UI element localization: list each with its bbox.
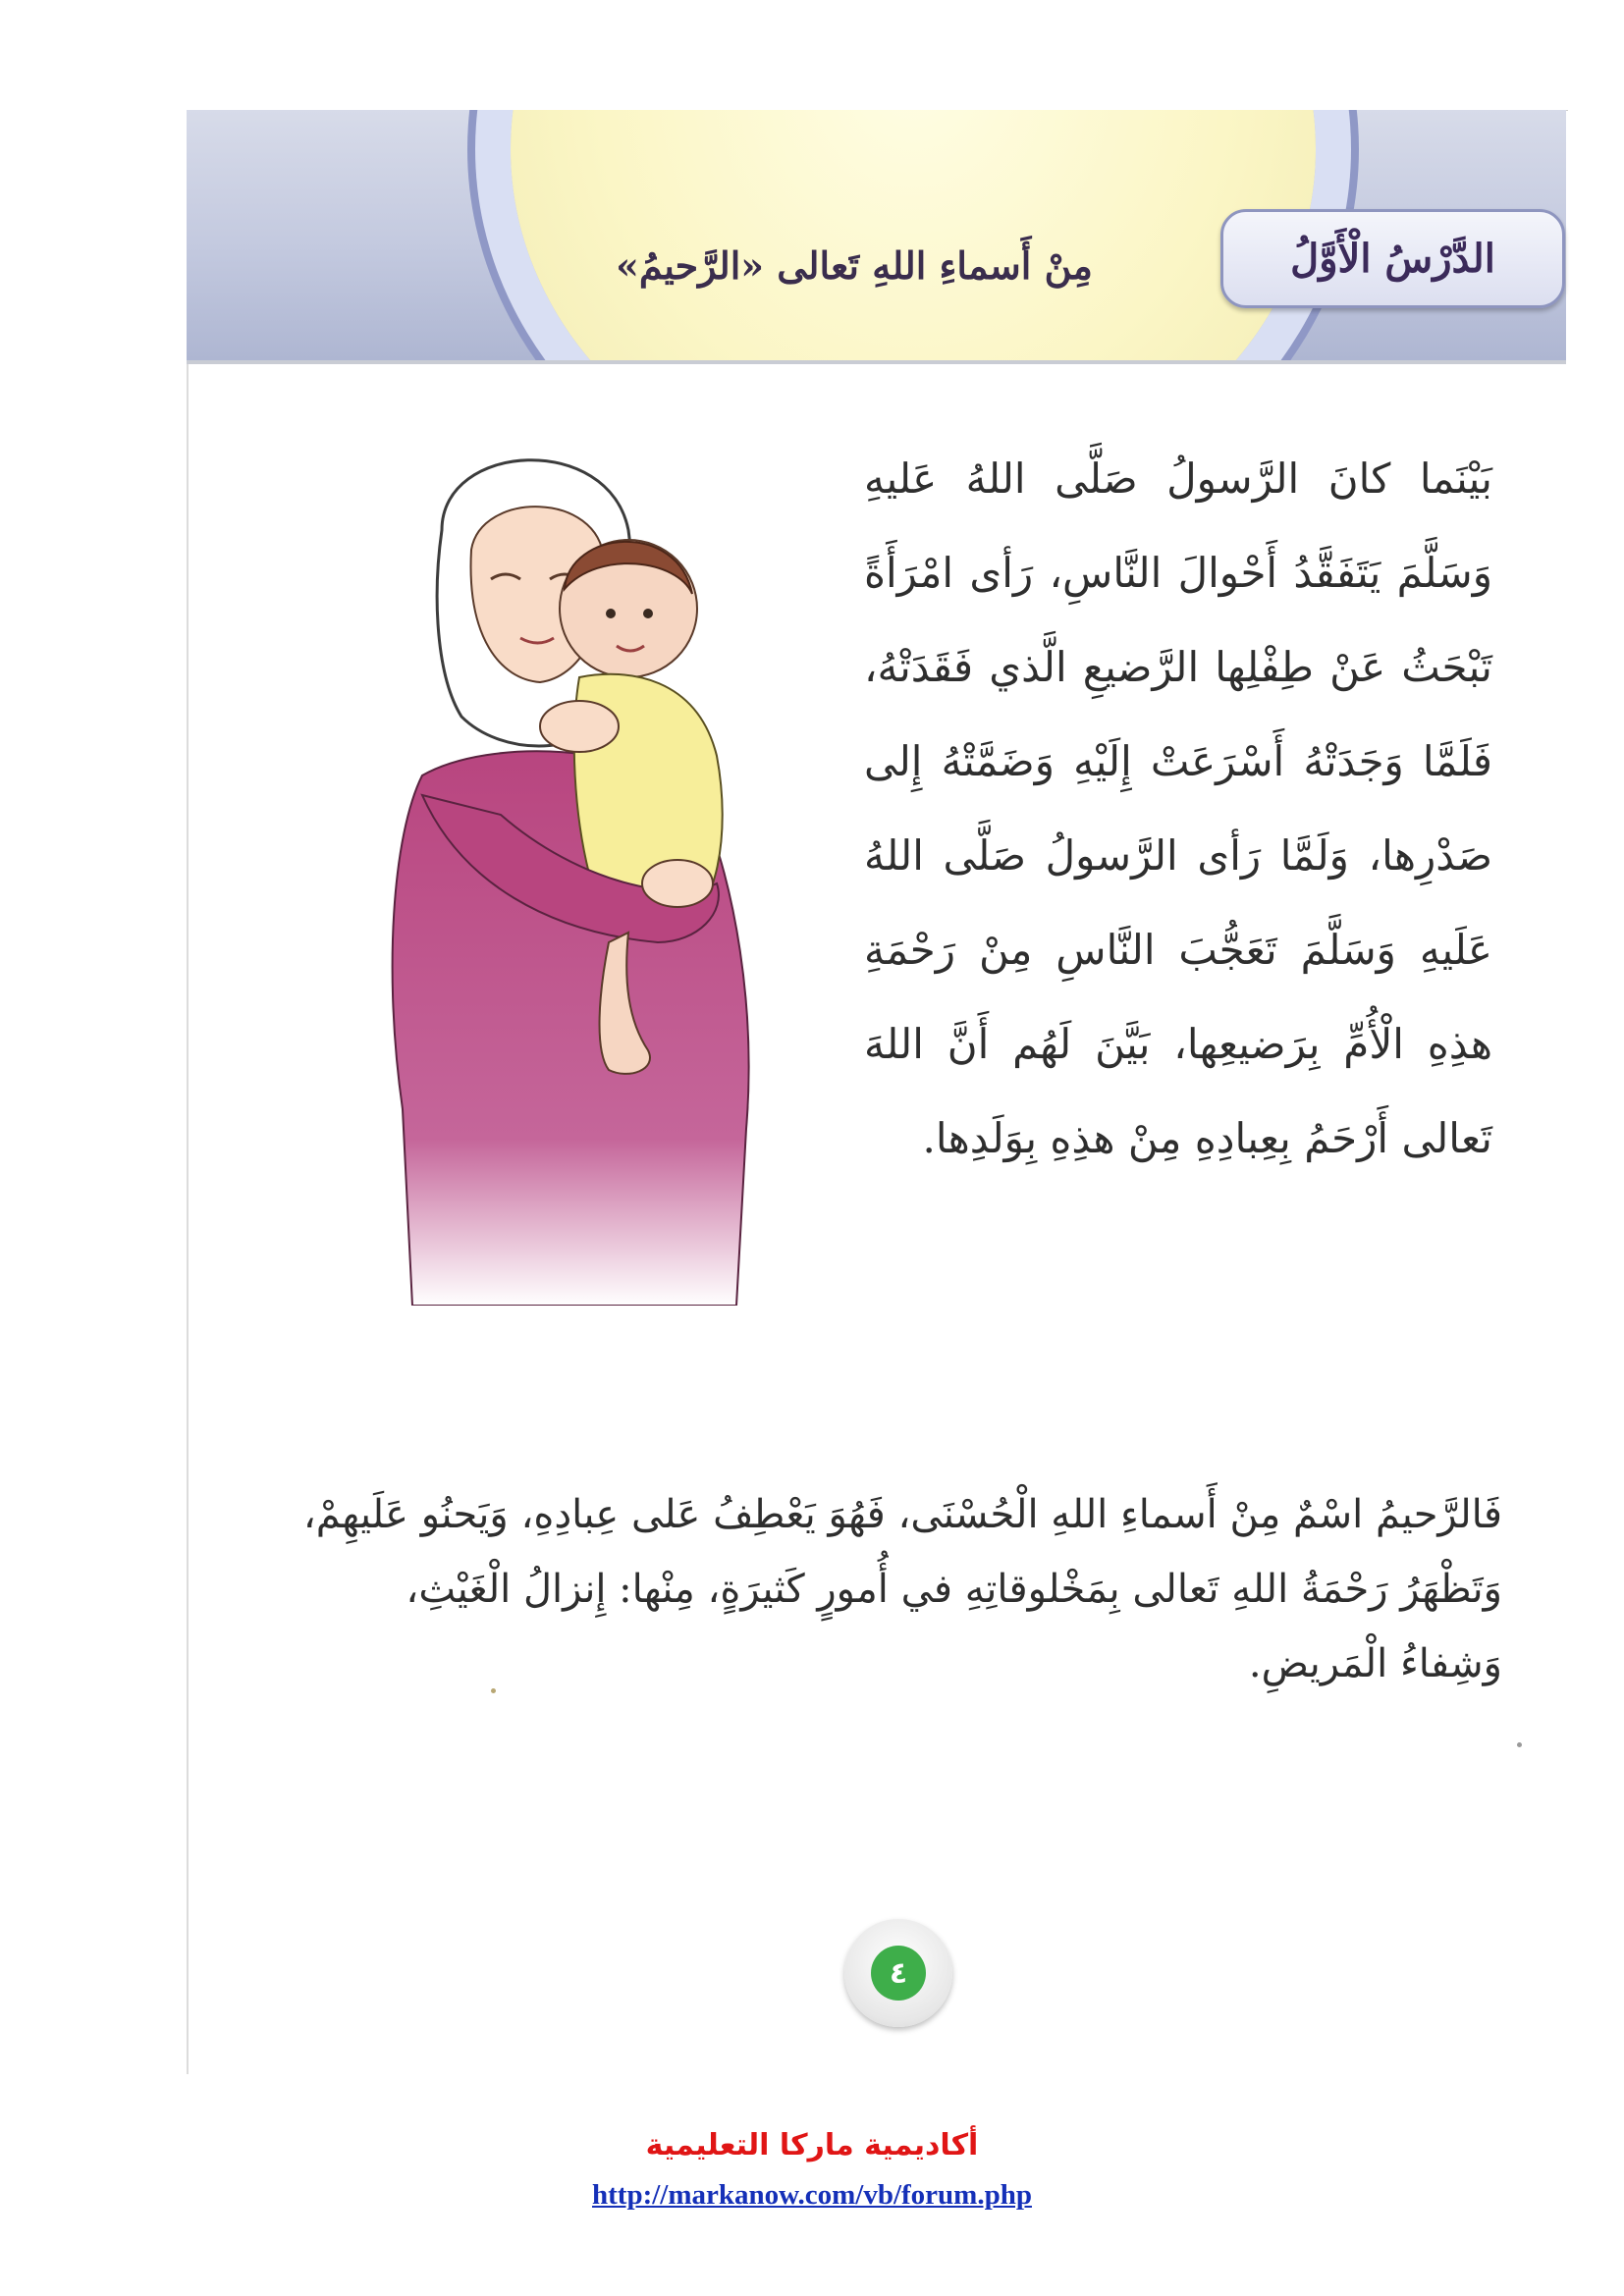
footer-academy-name: أكاديمية ماركا التعليمية bbox=[645, 2128, 979, 2163]
footer-forum-link[interactable]: http://markanow.com/vb/forum.php bbox=[592, 2179, 1032, 2211]
page-number: ٤ bbox=[871, 1946, 926, 2001]
explanation-paragraph: فَالرَّحيمُ اسْمٌ مِنْ أَسماءِ اللهِ الْحُسْنَى، فَهُوَ يَعْطِفُ عَلى عِبادِهِ، وَيَحنُو عَلَيهِمْ، وَتَظْهَرُ رَحْمَةُ اللهِ تَعالى بِمَخْلوقاتِهِ في أُمورٍ كَثيرَةٍ، مِنْها: إِنزالُ الْغَيْثِ، وَشِفاءُ الْمَريضِ. bbox=[302, 1492, 1502, 1686]
header-sun-decoration bbox=[511, 110, 1316, 364]
scan-speck bbox=[491, 1688, 496, 1693]
scan-speck bbox=[1517, 1742, 1522, 1747]
mother-hugging-baby-illustration bbox=[383, 422, 844, 1306]
lesson-title: مِنْ أَسماءِ اللهِ تَعالى «الرَّحيمُ» bbox=[616, 243, 1093, 288]
page-number-badge bbox=[844, 1919, 952, 2027]
lesson-label: الدَّرْسُ الْأَوَّلُ bbox=[1220, 209, 1565, 308]
story-paragraph: بَيْنَما كانَ الرَّسولُ صَلَّى اللهُ عَليهِ وَسَلَّمَ يَتَفَقَّدُ أَحْوالَ النَّاسِ، رَأى امْرَأَةً تَبْحَثُ عَنْ طِفْلِها الرَّضيعِ الَّذي فَقَدَتْهُ، فَلَمَّا وَجَدَتْهُ أَسْرَعَتْ إِلَيْهِ وَضَمَّتْهُ إِلى صَدْرِها، وَلَمَّا رَأى الرَّسولُ صَلَّى اللهُ عَلَيهِ وَسَلَّمَ تَعَجُّبَ النَّاسِ مِنْ رَحْمَةِ هذِهِ الْأُمِّ بِرَضيعِها، بَيَّنَ لَهُم أَنَّ اللهَ تَعالى أَرْحَمُ بِعِبادِهِ مِنْ هذِهِ بِوَلَدِها. bbox=[864, 454, 1492, 1162]
